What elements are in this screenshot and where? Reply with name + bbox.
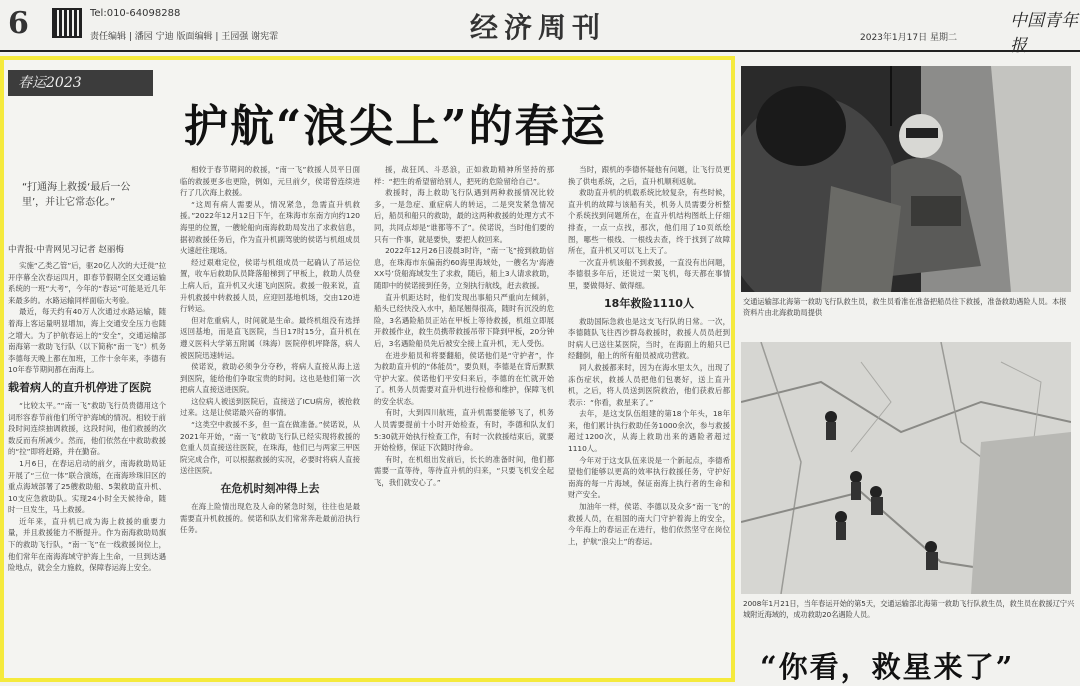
ice-rescue-photo — [741, 342, 1071, 594]
text-column-3 — [374, 164, 554, 680]
paragraph: “这周有病人需要从，情况紧急，急需直升机救援。”2022年12月12日下午，在珠海市东南方向约120海里的位置，一艘轮船向南海救助局发出了求救信息，据初救援任务后，作为直升机副驾驶的侯诺与机组成员火速赶往现场。 — [180, 199, 360, 256]
telephone: Tel:010-64098288 — [90, 8, 181, 19]
paragraph: 一次直升机该船不到救援，一直没有出问题，李德很多年后，还说过一架飞机，每天都在事情里，要做得好、做得细。 — [568, 257, 730, 290]
paragraph: 加油年一样，侯诺、李德以及众多“南一飞”的救援人员，在祖国的南大门守护着海上的安全，今年海上的春运正在进行，他们依然坚守在岗位上，护航“浪尖上”的春运。 — [568, 502, 730, 546]
paragraph: 经过艰难定位，侯诺与机组成员一起确认了吊运位置，收车后救助队员降落船梯到了甲板上，救助人员登上病人后，直升机又火速飞向医院。救援一般来说，直升机救援中转救援人员，应迎回基地机场，交由120进行转运。 — [180, 257, 360, 314]
qr-code-icon — [52, 8, 82, 38]
paragraph: 最近，每天约有40万人次通过水路运输，随着海上客运量明显增加，海上交通安全压力也随之增大。为了护航春运上的“安全”，交通运输部南海第一救助飞行队（以下简称“南一飞”）机务李德每天晚上都在加班，工作十余年来，李德有10年春节期间都在南海上。 — [8, 307, 166, 375]
photo-caption: 2008年1月21日，当年春运开始的第5天，交通运输部北海第一救助飞行队救生员，救生员在救援辽宁兴城附近海域的，成功救助20名遇险人员。 — [743, 599, 1075, 619]
paragraph: 救助直升机的机载系统比较复杂，有些时候，直升机的故障与该船有关，机务人员需要分析整个系统找到问题所在，在直升机结构图纸上仔细排查，一点一点找，那次，他们用了10页纸绘图，哪些一根线、一根线去查，终于找到了故障所在，直升机又可以飞上天了。 — [568, 188, 730, 256]
paragraph: 援，战狂风、斗恶浪，正如救助精神所坚持的那样：“把生的希望留给别人，把死的危险留给自己”。 — [374, 165, 554, 186]
paragraph: 有时，在机组出发前后，长长的准备时间，他们都需要一直等待，等待直升机的归来，“只要飞机安全起飞，我们就安心了。” — [374, 454, 554, 488]
paragraph: “比较太平。”“南一飞”救助飞行员贵德用这个词形容春节前他们所守护海域的情况。相较于前段时间连续抽调救援，这段时间，他们救援的次数反而有所减少。然而，他们依然在中救助救援的“拉”即将赶路，并在勤奋。 — [8, 400, 166, 457]
paragraph: 实施“乙类乙管”后，驱20亿人次的大迁徙”拉开序幕全次春运四月，即春节假期全区交通运输系统的一班“大考”，今年的“春运”可能是近几年来最多的。水路运输同样面临大考验。 — [8, 261, 166, 305]
paragraph: 近年来，直升机已成为海上救援的重要力量，并且救援能力不断提升。作为南海救助局旗下的救助飞行队，“南一飞”在一线救援岗位上，他们常年在南海海域守护海上生命，一旦到达遇险地点，就会全力施救，保障春运海上安全。 — [8, 516, 166, 573]
paragraph: 直升机距达时，他们发现出事船只严重向左倾斜，船头已经快没入水中，船尾翘得很高，随时有沉没的危险，3名遇险船员正站在甲板上等待救援，机组立即展开救援作业，救生员携带救援吊带下降到甲板，20分钟后，3名遇险船员先后被安全接上直升机，无人受伤。 — [374, 292, 554, 348]
headline: 护航“浪尖上”的春运 — [184, 101, 607, 152]
page-number: 6 — [8, 6, 29, 41]
section-title: 经济周刊 — [470, 11, 607, 44]
paragraph: 在海上险情出现危及人命的紧急时刻，往往也是最需要直升机救援的。侯诺和队友们常常奔赴最前沿执行任务。 — [180, 502, 360, 535]
paragraph: 但对危重病人，时间就是生命。最终机组没有选择返回基地，而是直飞医院，当日17时15分，直升机在遵义医科大学第五附属（珠海）医院停机坪降落，病人被医院迅速转运。 — [180, 315, 360, 360]
paragraph: 这位病人被送到医院后，直接送了ICU病房，被抢救过来。这是让侯诺最兴奋的事情。 — [180, 396, 360, 418]
paragraph: “这类空中救援不多，但一直在做准备。”侯诺说，从2021年开始，“南一飞”救助飞行队已经实现将救援的危重人员直接送往医院，在珠海，他们已与两家三甲医院完成合作，可以根据救援的实况，必要时将病人直接送往医院。 — [180, 420, 360, 476]
text-column-2 — [180, 164, 360, 680]
photo-caption: 交通运输部北海第一救助飞行队救生员，救生员看准在准备把船员往下救援，准备救助遇险人员。本报资料片由北海救助局提供 — [743, 297, 1067, 317]
subheading: 载着病人的直升机停进了医院 — [8, 380, 151, 394]
paragraph: 救助国际急救也是这支飞行队的日常。一次，李德随队飞往西沙群岛救援时，救援人员员赶到时病人已送往某医院，当时，在海面上的船只已经翻倒，船上的所有船员被成功营救。 — [568, 316, 730, 361]
lead-quote: “打通海上救援‘最后一公里’，并让它常态化。” — [22, 182, 131, 208]
paragraph: 2022年12月26日凌晨3时许，“南一飞”接到救助信息，在珠海市东偏南约60海里海域处，一艘名为‘海港XX号’货船海域发生了求救，随后，船上3人请求救助，随即中的侯诺接到任务，立刻执行航线，赶去救援。 — [374, 246, 554, 290]
publication-date: 2023年1月17日 星期二 — [860, 33, 957, 43]
subheading: 18年救险1110人 — [604, 296, 694, 310]
newspaper-logo: 中国青年报 — [1010, 11, 1078, 56]
article-box — [0, 56, 735, 682]
subheading: 在危机时刻冲得上去 — [220, 482, 320, 496]
editor-credits: 责任编辑 | 潘园 宁迪 版面编辑 | 王园强 谢宪霏 — [90, 32, 279, 42]
text-column-4 — [568, 164, 730, 680]
rescue-helicopter-photo — [741, 66, 1071, 292]
paragraph: 今年对于这支队伍来说是一个新起点，李德希望他们能够以更高的效率执行救援任务，守护好南海的每一片海域，保证南海上执行者的生命和财产安全。 — [568, 455, 730, 500]
series-banner: 春运2023 — [8, 70, 153, 96]
byline: 中青报·中青网见习记者 赵丽梅 — [8, 245, 124, 255]
paragraph: 1月6日，在春运启动的前夕，南海救助局证开展了“三位一体”联合演练，在南海珍珠旧区的重点海域部署了25艘救助船、5架救助直升机、10支应急救助队。实现24小时全天候待命，随时一旦发生，马上救援。 — [8, 458, 166, 515]
paragraph: 去年，是这支队伍组建的第18个年头，18年来，他们累计执行救助任务1000余次，参与救援超过1200次，从海上救助出来的遇险者超过1110人。 — [568, 409, 730, 454]
text-column-1 — [8, 260, 166, 680]
paragraph: 当时，跟机的李德怀疑他有问题，让飞行员更换了供电系统，之后，直升机顺利返航。 — [568, 165, 730, 186]
paragraph: 侯诺说，救助必须争分夺秒，将病人直接从海上送到医院，能给他们争取宝贵的时间。这也是他们第一次把病人直接送进医院。 — [180, 362, 360, 395]
paragraph: 有时，大到四川航班，直升机需要能够飞了，机务人员需要提前十小时开始检查，有时，李德和队友们5:30就开始执行检查工作，有时一次救援结束后，就要开始检修，保证下次随时待命。 — [374, 408, 554, 453]
paragraph: 在进步船员和将要翻船，侯诺他们是“守护者”，作为救助直升机的“体能员”，要负则，李德是在背后默默守护大家。侯诺他们平安归来后，李德的在忙就开始了。机务人员需要对直升机进行检修和维护，保障飞机的安全状态。 — [374, 350, 554, 406]
pull-quote: “你看，救星来了” — [760, 650, 1015, 684]
paragraph: 同人救援都来时，因为在海水里太久，出现了冻伤症状，救援人员把他们包裹好，送上直升机，之后，将人员送到医院救治，他们获救后都表示：“你看，救星来了。” — [568, 362, 730, 407]
paragraph: 相较于春节期间的救援，“南一飞”救援人员平日面临的救援更多也更险，例如，元旦前夕，侯诺曾连续进行了几次海上救援。 — [180, 165, 360, 198]
paragraph: 救援时，海上救助飞行队遇到两种救援情况比较多，一是急症、重症病人的转运，二是突发紧急情况后，船员和船只的救助，最的这两种救援的处理方式不同，共同点却是“谁都等不了”。侯诺说，当时他们要的只有一件事，就是要快，要把人救回来。 — [374, 188, 554, 244]
